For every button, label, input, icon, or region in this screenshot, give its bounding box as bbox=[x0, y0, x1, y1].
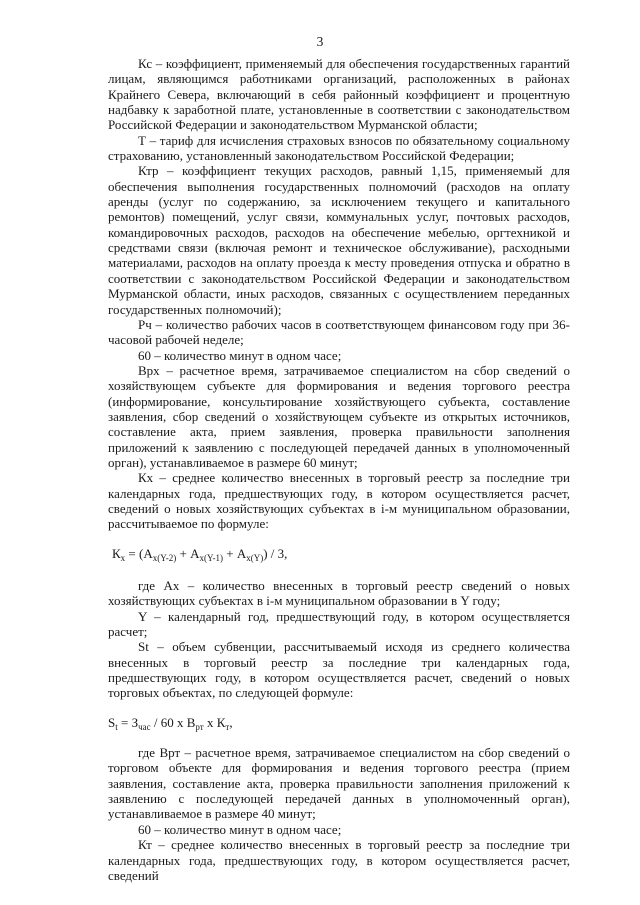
formula-kx-term1-sub: х(Y-2) bbox=[152, 552, 177, 563]
paragraph-kt-definition: Кт – среднее количество внесенных в торговый реестр за последние три календарных года, предшествующих году, в котором осуществляется расчет, сведений bbox=[108, 837, 570, 883]
formula-kx-term3: А bbox=[236, 545, 247, 561]
paragraph-kc-definition: Кс – коэффициент, применяемый для обеспечения государственных гарантий лицам, являющимся работниками организаций, расположенных в районах Крайнего Севера, включающий в себя районный коэффициент и процентную надбавку к заработной плате, установленные в соответствии с законодательством Российской Федерации и законодательством Мурманской области; bbox=[108, 56, 570, 133]
formula-kx-tail: ) / 3, bbox=[263, 545, 288, 561]
paragraph-ax-definition: где Ах – количество внесенных в торговый реестр сведений о новых хозяйствующих субъектах в i-м муниципальном образовании в Y году; bbox=[108, 578, 570, 609]
paragraph-t-definition: Т – тариф для исчисления страховых взносов по обязательному социальному страхованию, установленный законодательством Российской Федерации; bbox=[108, 132, 570, 164]
formula-st-mid: / 60 х В bbox=[150, 714, 196, 730]
paragraph-st-definition: St – объем субвенции, рассчитываемый исходя из среднего количества внесенных в торговый реестр за последние три календарных года, предшествующих году, в котором осуществляется расчет, сведений о новых торговых объектах, по следующей формуле: bbox=[108, 639, 570, 701]
formula-st-mul: х К bbox=[203, 714, 226, 730]
formula-st-z-sub: час bbox=[138, 721, 151, 732]
document-body bbox=[108, 56, 570, 883]
paragraph-vrx-definition: Врх – расчетное время, затрачиваемое специалистом на сбор сведений о хозяйствующем субъекте для формирования и ведения торгового реестра (информирование, консультирование хозяйствующего субъекта, составление заявления, сбор сведений о хозяйствующем субъекте из открытых источников, составление акта, прием заявления, проверка правильности заполнения приложений к заявлению с последующей передачей данных в уполномоченный орган), устанавливаемое в размере 60 минут; bbox=[108, 362, 570, 470]
formula-st-op: = З bbox=[117, 714, 139, 730]
formula-kx-lhs: К bbox=[112, 545, 121, 561]
paragraph-ktr-definition: Ктр – коэффициент текущих расходов, равный 1,15, применяемый для обеспечения выполнения государственных полномочий (расходов на оплату аренды (услуг по содержанию, за исключением текущего и капитального ремонтов) помещений, услуг связи, коммунальных услуг, почтовых расходов, командировочных расходов, расходов на обеспечение мебелью, оргтехникой и средствами связи (включая ремонт и техническое обслуживание), расходными материалами, расходов на оплату проезда к месту проведения отпуска и обратно в соответствии с законодательством Российской Федерации и законодательством Мурманской области, иных расходов, связанных с осуществлением переданных государственных полномочий); bbox=[108, 163, 570, 317]
formula-kx-plus2: + bbox=[222, 545, 237, 561]
formula-kx-lhs-sub: х bbox=[120, 552, 126, 563]
formula-st-tail: , bbox=[229, 714, 233, 730]
formula-kx-term3-sub: х(Y) bbox=[246, 552, 264, 563]
formula-kx-term1: А bbox=[143, 545, 153, 561]
formula-kx-op: = ( bbox=[125, 545, 144, 561]
paragraph-rch-definition: Рч – количество рабочих часов в соответствующем финансовом году при 36-часовой рабочей неделе; bbox=[108, 316, 570, 348]
paragraph-kx-definition: Кх – среднее количество внесенных в торговый реестр за последние три календарных года, предшествующих году, в котором осуществляется расчет, сведений о новых хозяйствующих субъектах в i-м муниципальном образовании, рассчитываемое по формуле: bbox=[108, 470, 570, 532]
formula-kx bbox=[108, 546, 570, 566]
formula-st-lhs: S bbox=[108, 714, 116, 730]
paragraph-minutes-definition: 60 – количество минут в одном часе; bbox=[138, 347, 342, 363]
paragraph-y-definition: Y – календарный год, предшествующий году, в котором осуществляется расчет; bbox=[108, 608, 570, 640]
paragraph-minutes-definition-2: 60 – количество минут в одном часе; bbox=[138, 821, 342, 837]
formula-kx-term2-sub: х(Y-1) bbox=[199, 552, 223, 563]
formula-kx-term2: А bbox=[190, 545, 200, 561]
page-number: 3 bbox=[316, 34, 324, 49]
formula-kx-plus1: + bbox=[176, 545, 191, 561]
formula-st bbox=[108, 715, 570, 735]
paragraph-vrt-definition: где Врт – расчетное время, затрачиваемое специалистом на сбор сведений о торговом объекте для формирования и ведения торгового реестра (прием заявления, составление акта, проверка правильности заполнения приложений к заявлению с последующей передачей данных в уполномоченный орган), устанавливаемое в размере 40 минут; bbox=[108, 745, 570, 822]
formula-st-b-sub: рт bbox=[195, 721, 204, 732]
formula-st-k-sub: т bbox=[225, 721, 230, 732]
formula-st-lhs-sub: t bbox=[115, 721, 118, 732]
